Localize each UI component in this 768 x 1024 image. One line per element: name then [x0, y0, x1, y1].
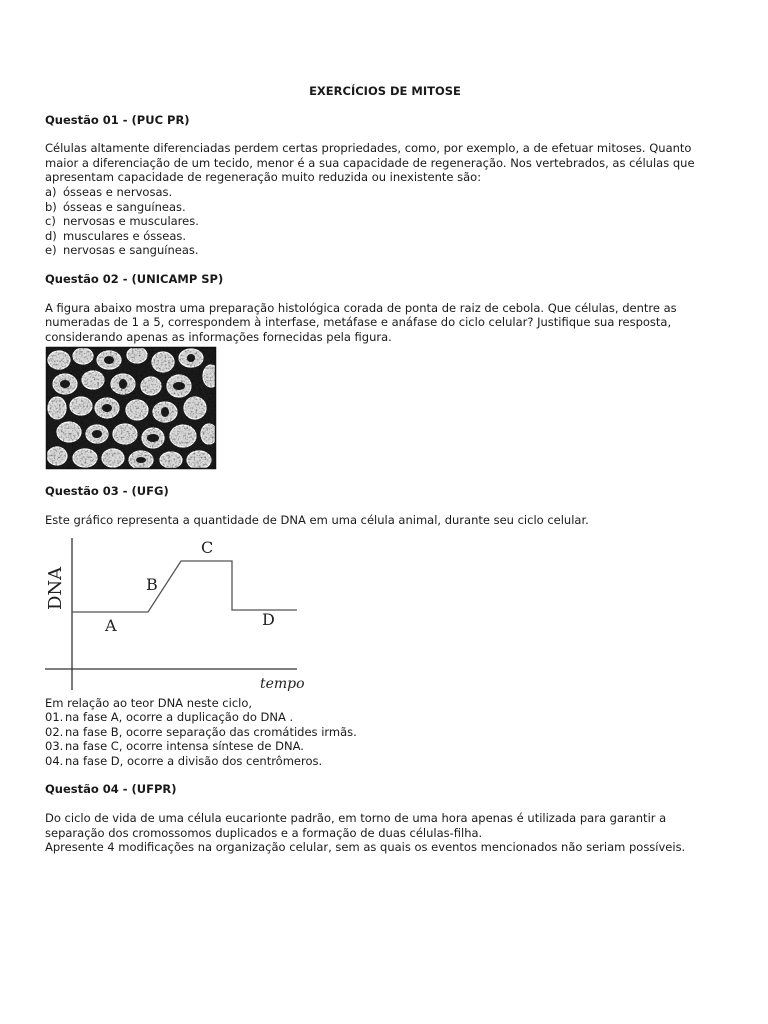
- statement-04: 04. na fase D, ocorre a divisão dos centrômeros.: [45, 753, 323, 768]
- histology-micrograph: [45, 346, 217, 470]
- phase-c-label: C: [201, 537, 214, 557]
- phase-d-label: D: [262, 609, 275, 629]
- option-d: d) musculares e ósseas.: [45, 228, 187, 243]
- question-4-text-1: Do ciclo de vida de uma célula eucarionte padrão, em torno de uma hora apenas é utilizada para garantir a separação dos cromossomos duplicados e a formação de duas células-filha.: [45, 811, 667, 840]
- question-2-text: A figura abaixo mostra uma preparação histológica corada de ponta de raiz de cebola. Que células, dentre as numeradas de 1 a 5, correspondem à interfase, metáfase e anáfase do ciclo celular? Justifique sua resposta, considerando apenas as informações fornecidas pela figura.: [45, 300, 677, 344]
- question-3-text: Este gráfico representa a quantidade de DNA em uma célula animal, durante seu ciclo celular.: [45, 512, 589, 527]
- question-2-heading: Questão 02 - (UNICAMP SP): [45, 271, 224, 286]
- question-1-heading: Questão 01 - (PUC PR): [45, 112, 190, 127]
- statement-03: 03. na fase C, ocorre intensa síntese de DNA.: [45, 739, 304, 754]
- dna-curve: [72, 561, 297, 612]
- document-title: EXERCÍCIOS DE MITOSE: [309, 84, 461, 98]
- question-4-text-2: Apresente 4 modificações na organização celular, sem as quais os eventos mencionados não seriam possíveis.: [45, 840, 686, 855]
- document-page: [45, 84, 725, 855]
- question-3-options: [45, 710, 725, 768]
- x-axis-label: tempo: [260, 675, 305, 692]
- y-axis-label: DNA: [45, 566, 66, 610]
- question-4-heading: Questão 04 - (UFPR): [45, 782, 177, 797]
- option-c: c) nervosas e musculares.: [45, 214, 199, 229]
- statement-02: 02. na fase B, ocorre separação das cromátides irmãs.: [45, 724, 357, 739]
- dna-cycle-graph: [45, 528, 315, 696]
- option-b: b) ósseas e sanguíneas.: [45, 199, 186, 214]
- option-a: a) ósseas e nervosas.: [45, 184, 173, 199]
- phase-b-label: B: [146, 574, 158, 594]
- question-1-options: [45, 185, 725, 258]
- phase-a-label: A: [105, 615, 117, 635]
- option-e: e) nervosas e sanguíneas.: [45, 243, 199, 258]
- question-3-heading: Questão 03 - (UFG): [45, 484, 169, 499]
- question-3-intro: Em relação ao teor DNA neste ciclo,: [45, 695, 253, 710]
- question-1-text: Células altamente diferenciadas perdem certas propriedades, como, por exemplo, a de efetuar mitoses. Quanto maior a diferenciação de um tecido, menor é a sua capacidade de regeneração. Nos vertebrados, as células que apresentam capacidade de regeneração muito reduzida ou inexistente são:: [45, 141, 695, 185]
- statement-01: 01. na fase A, ocorre a duplicação do DNA .: [45, 710, 294, 725]
